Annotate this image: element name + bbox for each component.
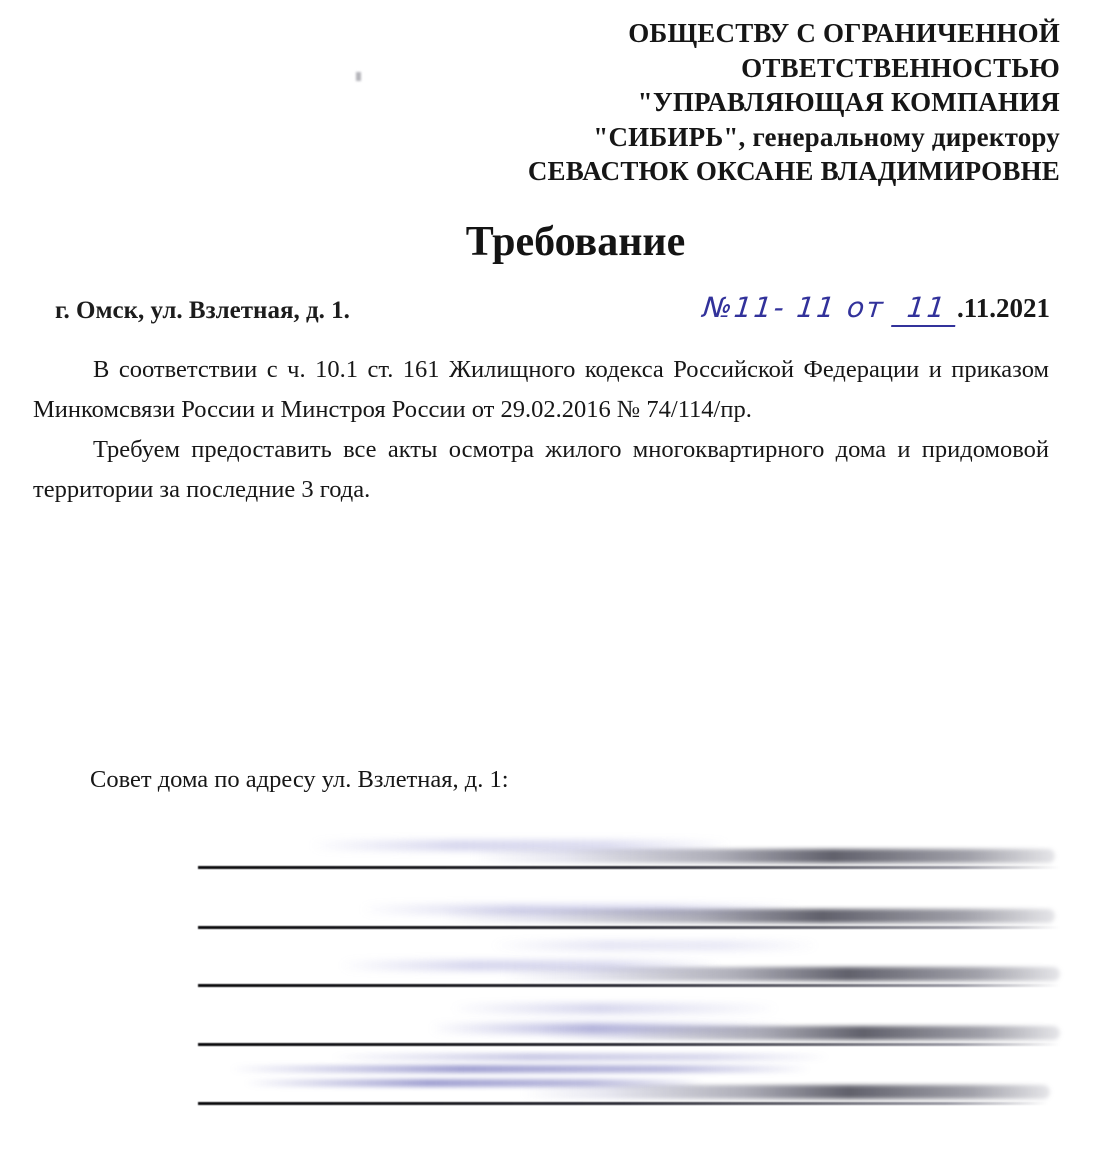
council-line: Совет дома по адресу ул. Взлетная, д. 1: [90, 766, 509, 793]
handwritten-day: 11 [891, 291, 958, 327]
dateline-number [703, 291, 1050, 327]
addressee-line: ОБЩЕСТВУ С ОГРАНИЧЕННОЙ [628, 18, 1060, 48]
blurred-signature-smudge [470, 849, 1055, 863]
addressee-line: "СИБИРЬ", генеральному директору [593, 121, 1060, 152]
paragraph-legal-basis: В соответствии с ч. 10.1 ст. 161 Жилищного кодекса Российской Федерации и приказом Минкомсвязи России и Минстроя России от 29.02.2016 № 74/114/пр. [33, 356, 1049, 423]
signature-row [0, 927, 1095, 987]
blurred-signature-smudge [440, 909, 1055, 923]
signature-row [0, 1045, 1095, 1105]
blurred-signature-smudge [450, 1003, 780, 1014]
paragraph-demand: Требуем предоставить все акты осмотра жилого многоквартирного дома и придомовой территории за последние 3 года. [33, 436, 1049, 503]
blurred-ink-smudge [230, 1065, 810, 1073]
blurred-signature-smudge [500, 967, 1060, 981]
dateline-place: г. Омск, ул. Взлетная, д. 1. [55, 297, 350, 324]
signature-row [0, 986, 1095, 1046]
addressee-line: ОТВЕТСТВЕННОСТЬЮ [741, 52, 1060, 83]
blurred-signature-smudge [490, 940, 820, 951]
scan-speck-artifact [356, 72, 361, 81]
blurred-signature-smudge [520, 1085, 1050, 1099]
handwritten-document-number: №11- 11 от [701, 291, 887, 324]
signature-line [198, 1102, 1048, 1105]
signature-row [0, 809, 1095, 869]
addressee-block [420, 16, 1060, 189]
document-title: Требование [465, 219, 686, 265]
printed-date: .11.2021 [956, 293, 1050, 323]
signature-row [0, 869, 1095, 929]
addressee-line: "УПРАВЛЯЮЩАЯ КОМПАНИЯ [637, 87, 1060, 117]
blurred-ink-smudge [330, 1053, 830, 1061]
addressee-line: СЕВАСТЮК ОКСАНЕ ВЛАДИМИРОВНЕ [527, 156, 1060, 186]
blurred-signature-smudge [540, 1026, 1060, 1040]
